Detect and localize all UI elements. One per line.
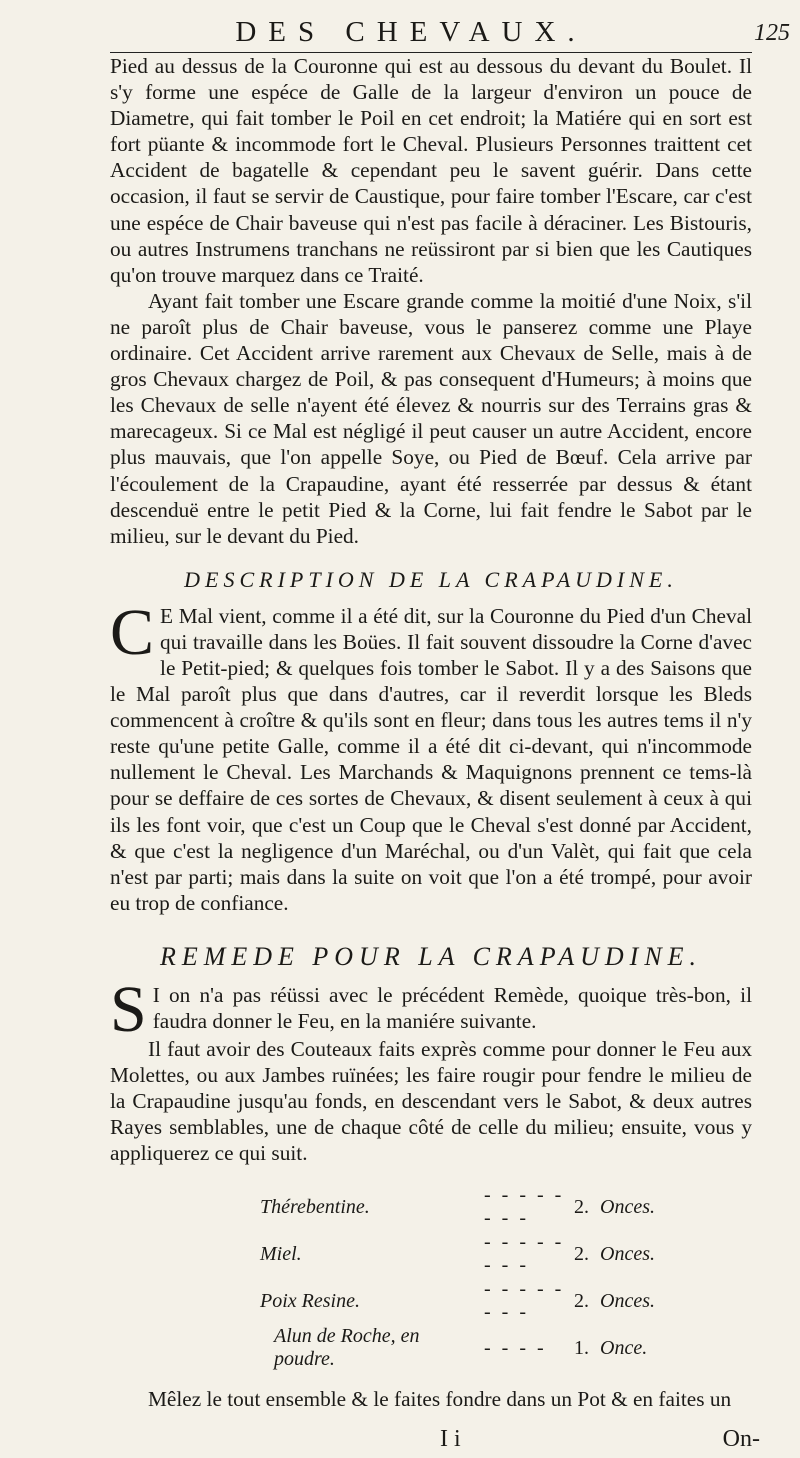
paragraph-couteaux: Il faut avoir des Couteaux faits exprès comme pour donner le Feu aux Molettes, ou aux Jambes ruïnées; les faire rougir pour fendre le milieu de la Crapaudine jusqu'au fonds, en descendant vers le Sabot, & deux autres Rayes semblables, une de chaque côté de celle du milieu; ensuite, vous y appliquerez ce qui suit. bbox=[110, 1036, 752, 1166]
description-text: E Mal vient, comme il a été dit, sur la Couronne du Pied d'un Cheval qui travaille dans les Boües. Il fait souvent dissoudre la Corne d'avec le Petit-pied; & quelques fois tomber le Sabot. Il y a des Saisons que le Mal paroît plus que dans d'autres, car il reverdit lorsque les Bleds commencent à croître & qu'ils sont en fleur; dans tous les autres tems il n'y reste qu'une petite Galle, comme il a été dit ci-devant, qui n'incommode nullement le Cheval. Les Marchands & Maquignons prennent ce tems-là pour se deffaire de ces sortes de Chevaux, & disent seulement à ceux à qui ils les font voir, que c'est un Coup que le Cheval s'est donné par Accident, & que c'est la negligence d'un Maréchal, ou d'un Valèt, qui fait que cela n'est par parti; mais dans la suite on voit que l'on a été trompé, pour avoir eu trop de confiance. bbox=[110, 603, 752, 915]
recipe-dashes: - - - - - - - - bbox=[484, 1231, 565, 1277]
recipe-row bbox=[260, 1184, 655, 1231]
recipe-unit: Onces. bbox=[600, 1242, 655, 1265]
recipe-row bbox=[260, 1231, 655, 1278]
page-header bbox=[110, 14, 790, 53]
drop-cap: C bbox=[110, 602, 155, 669]
recipe-ingredient: Thérebentine. bbox=[260, 1195, 370, 1218]
running-head: DES CHEVAUX. bbox=[235, 16, 587, 48]
recipe-ingredient: Alun de Roche, en poudre. bbox=[274, 1325, 420, 1371]
recipe-quantity: 2. bbox=[574, 1289, 589, 1312]
recipe-dashes: - - - - - - - - bbox=[484, 1184, 565, 1230]
recipe-quantity: 2. bbox=[574, 1242, 589, 1265]
recipe-row bbox=[260, 1325, 655, 1372]
signature-mark: I i bbox=[440, 1426, 461, 1453]
recipe-dashes: - - - - - - - - bbox=[484, 1278, 565, 1324]
catchword: On- bbox=[722, 1426, 760, 1453]
page-footer bbox=[110, 1422, 760, 1458]
paragraph-description bbox=[110, 603, 752, 916]
recipe-list bbox=[260, 1184, 655, 1372]
paragraph-remede-intro bbox=[110, 982, 752, 1036]
paragraph-melez: Mêlez le tout ensemble & le faites fondre dans un Pot & en faites un bbox=[148, 1387, 732, 1412]
paragraph-continued: Pied au dessus de la Couronne qui est au dessous du devant du Boulet. Il s'y forme une espéce de Galle de la largeur d'environ un pouce de Diametre, qui fait tomber le Poil en cet endroit; la Matiére qui en sort est fort püante & incommode fort le Cheval. Plusieurs Personnes traittent cet Accident de bagatelle & cependant peu le savent guérir. Dans cette occasion, il faut se servir de Caustique, pour faire tomber l'Escare, car c'est une espéce de Chair baveuse qui n'est pas facile à déraciner. Les Bistouris, ou autres Instrumens tranchans ne reüssiront par si bien que les Cautiques qu'on trouve marquez dans ce Traité. bbox=[110, 54, 752, 287]
recipe-ingredient: Poix Resine. bbox=[260, 1289, 360, 1312]
recipe-quantity: 1. bbox=[574, 1336, 589, 1359]
section-heading-remede: REMEDE POUR LA CRAPAUDINE. bbox=[159, 941, 703, 971]
recipe-unit: Once. bbox=[600, 1336, 648, 1359]
recipe-dashes: - - - - bbox=[484, 1336, 547, 1359]
recipe-row bbox=[260, 1278, 655, 1325]
recipe-quantity: 2. bbox=[574, 1195, 589, 1218]
page-number: 125 bbox=[754, 20, 790, 46]
drop-cap: S bbox=[110, 981, 147, 1036]
recipe-unit: Onces. bbox=[600, 1289, 655, 1312]
section-heading-description: DESCRIPTION DE LA CRAPAUDINE. bbox=[184, 566, 678, 592]
paragraph-escare: Ayant fait tomber une Escare grande comme la moitié d'une Noix, s'il ne paroît plus de Chair baveuse, vous le panserez comme une Playe ordinaire. Cet Accident arrive rarement aux Chevaux de Selle, mais à de gros Chevaux chargez de Poil, & pas consequent d'Humeurs; à moins que les Chevaux de selle n'ayent été élevez & nourris sur des Terrains gras & marecageux. Si ce Mal est négligé il peut causer un autre Accident, encore plus mauvais, que l'on appelle Soye, ou Pied de Bœuf. Cela arrive par l'écoulement de la Crapaudine, ayant été resserrée par dessus & étant descenduë entre le petit Pied & la Corne, lui fait fendre le Sabot par le milieu, sur le devant du Pied. bbox=[110, 288, 752, 548]
remede-intro-text: I on n'a pas réüssi avec le précédent Remède, quoique très-bon, il faudra donner le Feu, en la maniére suivante. bbox=[152, 982, 752, 1033]
recipe-ingredient: Miel. bbox=[260, 1242, 302, 1265]
recipe-unit: Onces. bbox=[600, 1195, 655, 1218]
